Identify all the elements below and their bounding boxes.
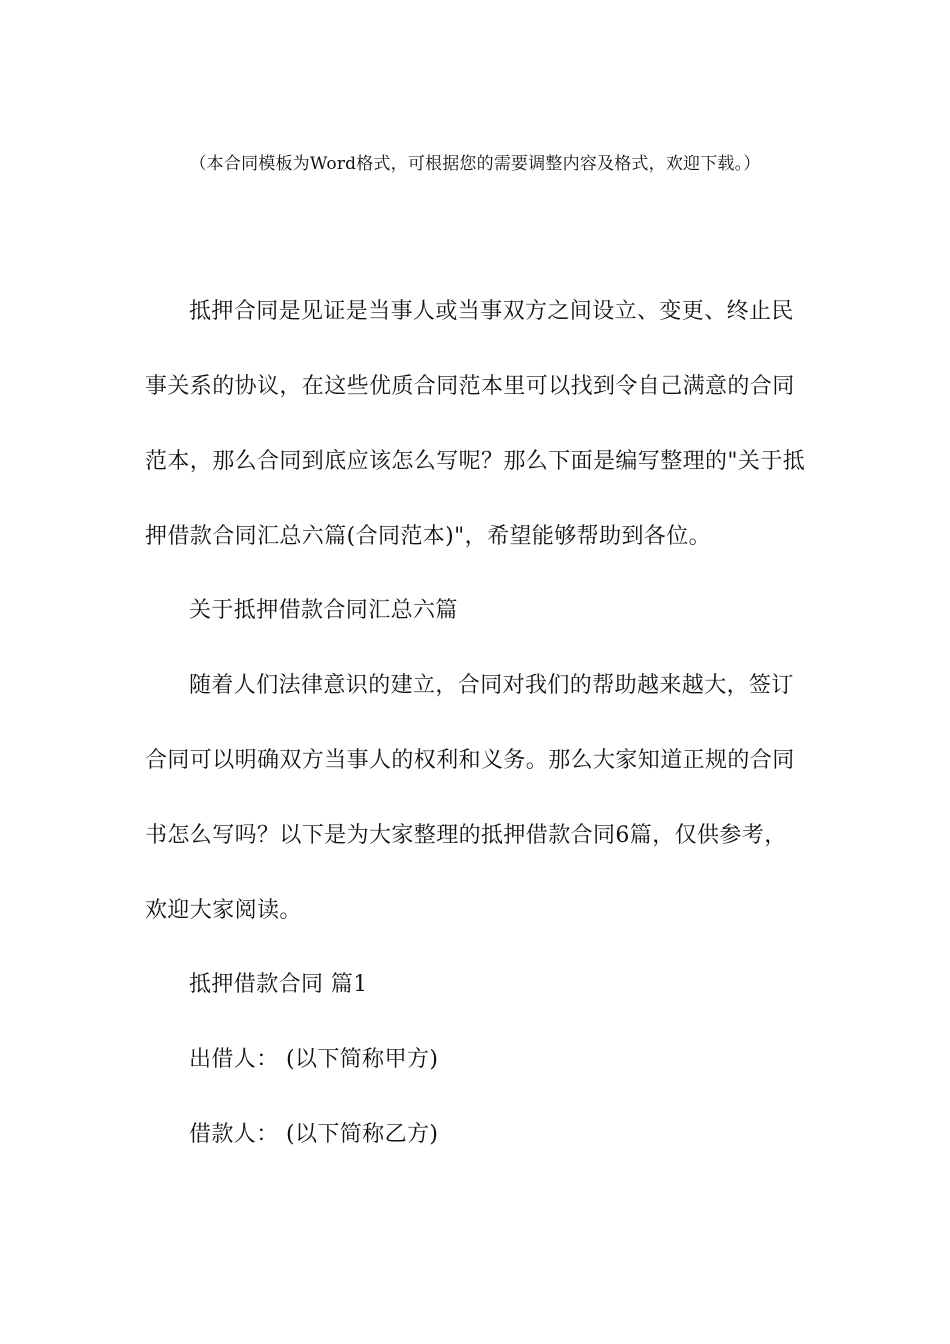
paragraph-line-4: 欢迎大家阅读。 — [145, 898, 302, 923]
paragraph-line-1: 随着人们法律意识的建立，合同对我们的帮助越来越大，签订 — [189, 673, 794, 698]
lender-line: 出借人： (以下简称甲方) — [189, 1047, 439, 1072]
paragraph-line-2: 合同可以明确双方当事人的权利和义务。那么大家知道正规的合同 — [145, 748, 795, 773]
intro-line-4: 押借款合同汇总六篇(合同范本)"，希望能够帮助到各位。 — [145, 524, 712, 549]
intro-line-3: 范本，那么合同到底应该怎么写呢？那么下面是编写整理的"关于抵 — [145, 449, 806, 474]
borrower-line: 借款人： (以下简称乙方) — [189, 1122, 439, 1147]
intro-line-1: 抵押合同是见证是当事人或当事双方之间设立、变更、终止民 — [189, 299, 794, 324]
template-note: （本合同模板为Word格式，可根据您的需要调整内容及格式，欢迎下载。） — [189, 154, 761, 174]
section-title: 关于抵押借款合同汇总六篇 — [189, 598, 458, 623]
paragraph-line-3: 书怎么写吗？以下是为大家整理的抵押借款合同6篇，仅供参考， — [145, 823, 787, 848]
intro-line-2: 事关系的协议，在这些优质合同范本里可以找到令自己满意的合同 — [145, 374, 795, 399]
contract-heading: 抵押借款合同 篇1 — [189, 972, 368, 997]
